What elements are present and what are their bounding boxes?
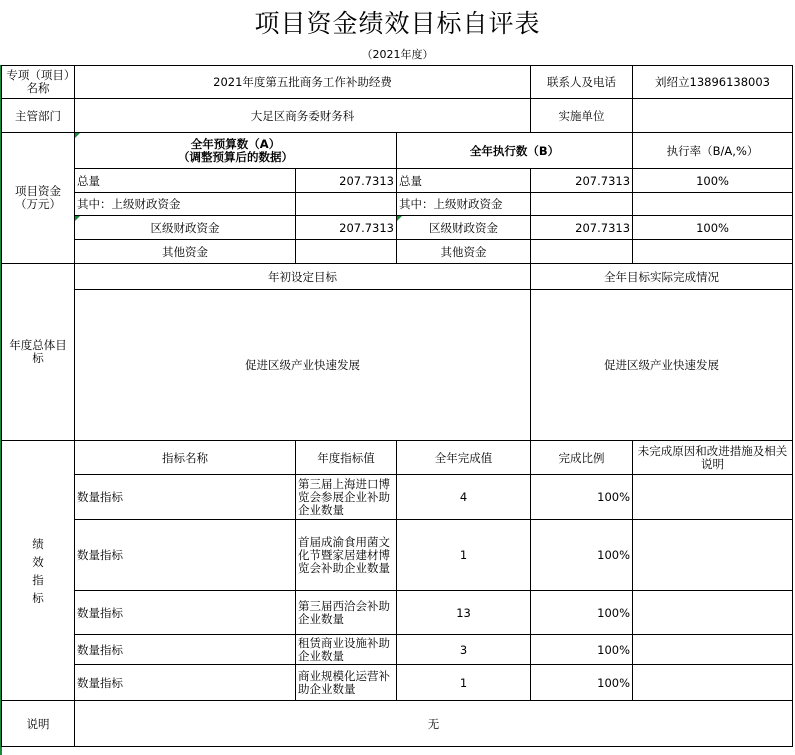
goals-content-row [2,290,793,441]
goals-actual-header: 全年目标实际完成情况 [531,264,793,290]
contact-label: 联系人及电话 [531,66,633,99]
indicator-actual: 4 [397,475,531,520]
performance-label-text: 绩效指标 [32,536,44,605]
exec-other-value [531,240,633,264]
project-name-label: 专项（项目）名称 [2,66,75,99]
table-row [2,591,793,635]
indicator-name: 数量指标 [75,635,296,665]
page-title: 项目资金绩效目标自评表 [254,8,541,38]
notes-value: 无 [75,701,793,747]
header-indicator-name: 指标名称 [75,441,296,475]
notes-row [2,701,793,747]
year-subtitle: （2021年度） [361,48,434,61]
indicator-target: 首届成渝食用菌文化节暨家居建材博览会补助企业数量 [296,520,397,591]
budget-header-title: 全年预算数（A） [190,136,281,151]
indicator-ratio: 100% [531,665,633,701]
exec-upper-label: 其中：上级财政资金 [397,193,531,216]
indicator-target: 第三届上海进口博览会参展企业补助企业数量 [296,475,397,520]
funds-row-other [2,240,793,264]
indicator-note [633,635,793,665]
table-row [2,520,793,591]
table-row [2,665,793,701]
exec-header: 全年执行数（B） [397,133,633,169]
indicator-name: 数量指标 [75,520,296,591]
indicator-ratio: 100% [531,635,633,665]
performance-header-row [2,441,793,475]
budget-upper-value [296,193,397,216]
evaluation-table [1,65,793,747]
department-label: 主管部门 [2,99,75,133]
contact-value: 刘绍立13896138003 [633,66,793,99]
exec-other-label: 其他资金 [397,240,531,264]
goals-header-row [2,264,793,290]
indicator-target: 第三届西洽会补助企业数量 [296,591,397,635]
indicator-target: 商业规模化运营补助企业数量 [296,665,397,701]
indicator-name: 数量指标 [75,665,296,701]
goals-actual-value: 促进区级产业快速发展 [531,290,793,441]
header-completion-ratio: 完成比例 [531,441,633,475]
rate-header: 执行率（B/A,%） [633,133,793,169]
indicator-actual: 3 [397,635,531,665]
header-target-value: 年度指标值 [296,441,397,475]
department-value: 大足区商务委财务科 [75,99,531,133]
indicator-name: 数量指标 [75,591,296,635]
rate-upper [633,193,793,216]
budget-total-value: 207.7313 [296,169,397,193]
rate-other [633,240,793,264]
department-row [2,99,793,133]
project-name-value: 2021年度第五批商务工作补助经费 [75,66,531,99]
funds-row-district [2,216,793,240]
notes-label: 说明 [2,701,75,747]
goals-label: 年度总体目标 [2,264,75,441]
table-row [2,635,793,665]
exec-total-value: 207.7313 [531,169,633,193]
header-notes: 未完成原因和改进措施及相关说明 [633,441,793,475]
exec-district-value: 207.7313 [531,216,633,240]
impl-unit-value [633,99,793,133]
funds-row-total [2,169,793,193]
funds-row-upper [2,193,793,216]
budget-total-label: 总量 [75,169,296,193]
indicator-ratio: 100% [531,475,633,520]
indicator-name: 数量指标 [75,475,296,520]
indicator-actual: 1 [397,520,531,591]
header-actual-value: 全年完成值 [397,441,531,475]
table-row [2,475,793,520]
goals-initial-value: 促进区级产业快速发展 [75,290,531,441]
performance-label [2,441,75,701]
project-row [2,66,793,99]
exec-total-label: 总量 [397,169,531,193]
indicator-target: 租赁商业设施补助企业数量 [296,635,397,665]
funds-label: 项目资金（万元） [2,133,75,264]
budget-district-label: 区级财政资金 [75,216,296,240]
rate-district: 100% [633,216,793,240]
indicator-ratio: 100% [531,591,633,635]
budget-header [75,133,397,169]
rate-total: 100% [633,169,793,193]
indicator-note [633,520,793,591]
budget-district-value: 207.7313 [296,216,397,240]
budget-upper-label: 其中：上级财政资金 [75,193,296,216]
indicator-note [633,591,793,635]
impl-unit-label: 实施单位 [531,99,633,133]
exec-district-label: 区级财政资金 [397,216,531,240]
indicator-note [633,665,793,701]
budget-other-label: 其他资金 [75,240,296,264]
indicator-note [633,475,793,520]
indicator-ratio: 100% [531,520,633,591]
budget-other-value [296,240,397,264]
indicator-actual: 13 [397,591,531,635]
budget-header-sub: （调整预算后的数据） [178,149,293,164]
indicator-actual: 1 [397,665,531,701]
exec-upper-value [531,193,633,216]
funds-header-row [2,133,793,169]
goals-initial-header: 年初设定目标 [75,264,531,290]
